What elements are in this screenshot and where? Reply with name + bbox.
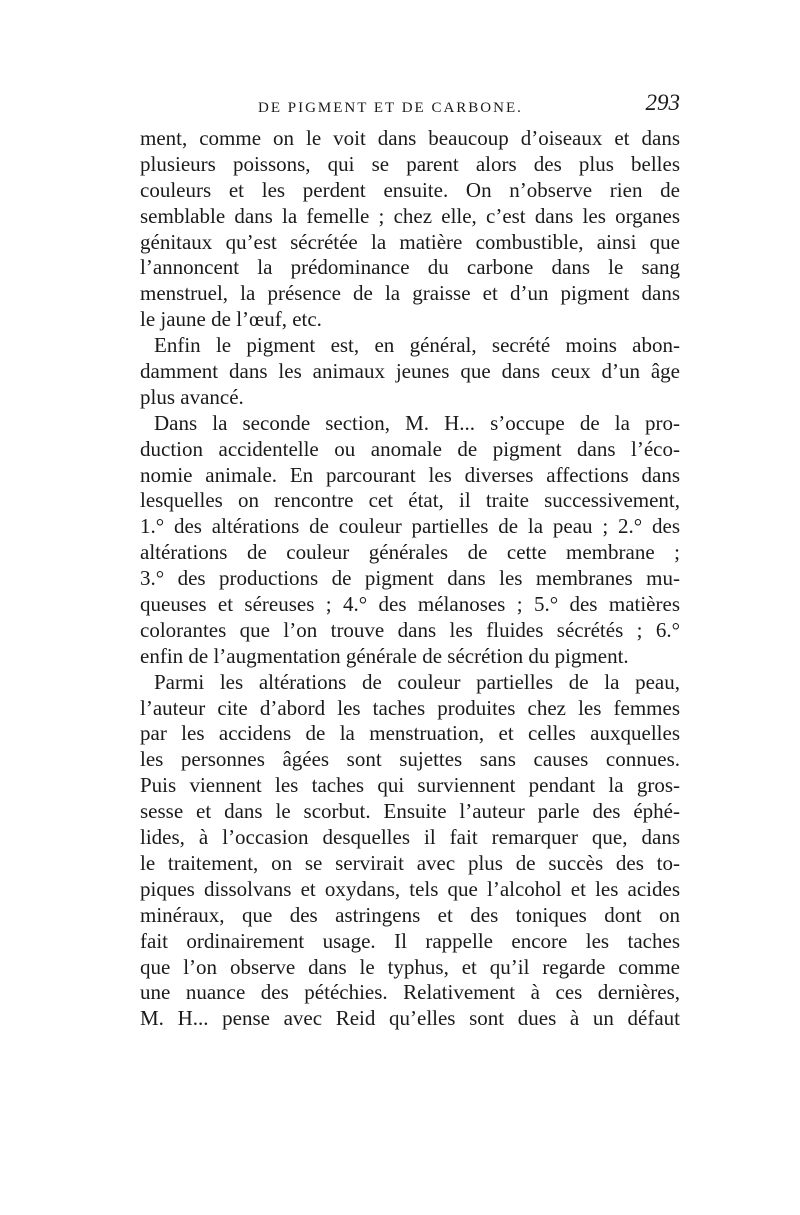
text-line: colorantes que l’on trouve dans les fluides sécrétés ; 6.°	[140, 617, 680, 642]
text-line: l’annoncent la prédominance du carbone dans le sang	[140, 255, 680, 280]
text-line: Enfin le pigment est, en général, secrété moins abon-	[154, 333, 680, 358]
text-line: menstruel, la présence de la graisse et d’un pigment dans	[140, 281, 680, 306]
text-line: les personnes âgées sont sujettes sans causes connues.	[140, 747, 680, 772]
text-line: une nuance des pétéchies. Relativement à ces dernières,	[140, 980, 680, 1005]
running-title: DE PIGMENT ET DE CARBONE.	[258, 100, 523, 116]
text-line: lides, à l’occasion desquelles il fait remarquer que, dans	[140, 825, 680, 850]
text-line: damment dans les animaux jeunes que dans ceux d’un âge	[140, 359, 680, 384]
text-line: génitaux qu’est sécrétée la matière combustible, ainsi que	[140, 229, 680, 254]
text-line: minéraux, que des astringens et des toniques dont on	[140, 902, 680, 927]
text-line: duction accidentelle ou anomale de pigment dans l’éco-	[140, 436, 680, 461]
body-text	[140, 126, 680, 1032]
text-line: Puis viennent les taches qui surviennent pendant la gros-	[140, 773, 680, 798]
text-line: semblable dans la femelle ; chez elle, c’est dans les organes	[140, 203, 680, 228]
page-header	[140, 90, 680, 126]
text-line: 3.° des productions de pigment dans les membranes mu-	[140, 566, 680, 591]
text-line: le jaune de l’œuf, etc.	[140, 307, 322, 332]
text-line: altérations de couleur générales de cette membrane ;	[140, 540, 680, 565]
page-number: 293	[645, 90, 680, 115]
text-line: queuses et séreuses ; 4.° des mélanoses ; 5.° des matières	[140, 592, 680, 617]
text-line: le traitement, on se servirait avec plus de succès des to-	[140, 850, 680, 875]
text-line: piques dissolvans et oxydans, tels que l’alcohol et les acides	[140, 876, 680, 901]
text-line: enfin de l’augmentation générale de sécrétion du pigment.	[140, 643, 629, 668]
text-line: l’auteur cite d’abord les taches produites chez les femmes	[140, 695, 680, 720]
text-line: couleurs et les perdent ensuite. On n’observe rien de	[140, 177, 680, 202]
text-line: Parmi les altérations de couleur partielles de la peau,	[154, 669, 680, 694]
text-line: nomie animale. En parcourant les diverses affections dans	[140, 462, 680, 487]
text-line: M. H... pense avec Reid qu’elles sont dues à un défaut	[140, 1006, 680, 1031]
text-line: 1.° des altérations de couleur partielles de la peau ; 2.° des	[140, 514, 680, 539]
text-line: lesquelles on rencontre cet état, il traite successivement,	[140, 488, 680, 513]
text-line: plus avancé.	[140, 384, 244, 409]
text-line: Dans la seconde section, M. H... s’occupe de la pro-	[154, 410, 680, 435]
text-line: que l’on observe dans le typhus, et qu’il regarde comme	[140, 954, 680, 979]
text-line: plusieurs poissons, qui se parent alors des plus belles	[140, 151, 680, 176]
text-line: par les accidens de la menstruation, et celles auxquelles	[140, 721, 680, 746]
text-line: sesse et dans le scorbut. Ensuite l’auteur parle des éphé-	[140, 799, 680, 824]
text-line: fait ordinairement usage. Il rappelle encore les taches	[140, 928, 680, 953]
text-line: ment, comme on le voit dans beaucoup d’oiseaux et dans	[140, 126, 680, 150]
